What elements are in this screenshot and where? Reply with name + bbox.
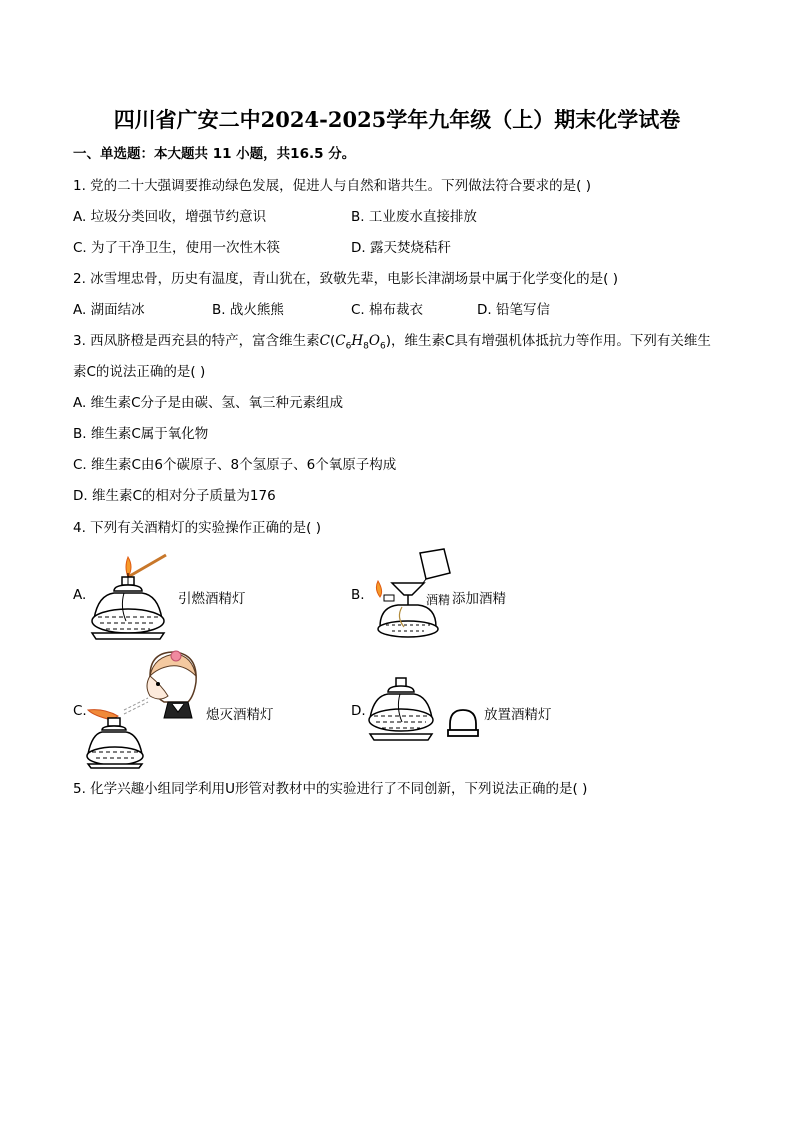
formula-carbon: C <box>335 333 346 349</box>
formula-hydrogen-count: 8 <box>363 341 369 352</box>
lamp-lighting-figure <box>84 547 174 647</box>
formula-oxygen-count: 6 <box>379 341 386 352</box>
formula-close-paren: ) <box>385 333 391 349</box>
question-5-stem: 5. 化学兴趣小组同学利用U形管对教材中的实验进行了不同创新，下列说法正确的是( ) <box>73 781 588 797</box>
vitamin-c-letter: C <box>319 333 331 349</box>
page-title: 四川省广安二中2024-2025学年九年级（上）期末化学试卷 <box>113 107 681 132</box>
question-2-option-b: B. 战火熊熊 <box>212 302 284 318</box>
hair-bow-icon <box>171 651 181 661</box>
funnel-icon <box>392 583 424 595</box>
question-3-stem-end: ，维生素C具有增强机体抵抗力等作用。下列有关维生 <box>390 333 711 349</box>
question-3-stem-line2: 素C的说法正确的是( ) <box>73 364 206 380</box>
question-4-stem: 4. 下列有关酒精灯的实验操作正确的是( ) <box>73 520 321 536</box>
lamp-cap-icon <box>446 708 480 738</box>
question-3-option-c: C. 维生素C由6个碳原子、8个氢原子、6个氧原子构成 <box>73 457 397 473</box>
question-1-option-b: B. 工业废水直接排放 <box>351 209 477 225</box>
question-3-option-a: A. 维生素C分子是由碳、氢、氧三种元素组成 <box>73 395 344 411</box>
question-4-option-c-letter: C. <box>73 703 87 719</box>
alcohol-bottle-icon <box>420 549 450 579</box>
question-1-option-c: C. 为了干净卫生，使用一次性木筷 <box>73 240 281 256</box>
match-stick <box>128 555 166 577</box>
question-1-stem: 1. 党的二十大强调要推动绿色发展，促进人与自然和谐共生。下列做法符合要求的是( ) <box>73 178 591 194</box>
alcohol-bottle-label: 酒精 <box>426 593 451 607</box>
question-2-stem: 2. 冰雪埋忠骨，历史有温度，青山犹在，致敬先辈，电影长津湖场景中属于化学变化的是( ) <box>73 271 618 287</box>
question-4-option-b-letter: B. <box>351 587 365 603</box>
question-3-stem <box>73 331 711 357</box>
question-3-option-b: B. 维生素C属于氧化物 <box>73 426 209 442</box>
question-1-option-d: D. 露天焚烧秸秆 <box>351 240 451 256</box>
section-header: 一、单选题：本大题共 11 小题，共16.5 分。 <box>73 146 356 162</box>
formula-carbon-count: 6 <box>345 341 352 352</box>
formula-open-paren: ( <box>330 333 336 349</box>
question-3-stem-start: 3. 西凤脐橙是西充县的特产，富含维生素 <box>73 333 320 349</box>
uncapped-lamp-figure <box>366 672 436 744</box>
question-4-option-a-label: 引燃酒精灯 <box>178 591 246 607</box>
question-4-option-a-letter: A. <box>73 587 87 603</box>
question-2-option-a: A. 湖面结冰 <box>73 302 145 318</box>
question-2-option-d: D. 铅笔写信 <box>477 302 550 318</box>
question-1-option-a: A. 垃圾分类回收，增强节约意识 <box>73 209 267 225</box>
burning-flame-icon <box>376 581 381 597</box>
question-2-option-c: C. 棉布裁衣 <box>351 302 424 318</box>
question-4-option-c-label: 熄灭酒精灯 <box>206 707 274 723</box>
blowing-out-lamp-figure <box>84 646 204 770</box>
formula-oxygen: O <box>368 333 380 349</box>
question-3-option-d: D. 维生素C的相对分子质量为176 <box>73 488 276 504</box>
formula-hydrogen: H <box>351 333 364 349</box>
question-4-option-d-letter: D. <box>351 703 366 719</box>
question-4-option-b-label: 添加酒精 <box>452 591 506 607</box>
question-4-option-d-label: 放置酒精灯 <box>484 707 552 723</box>
